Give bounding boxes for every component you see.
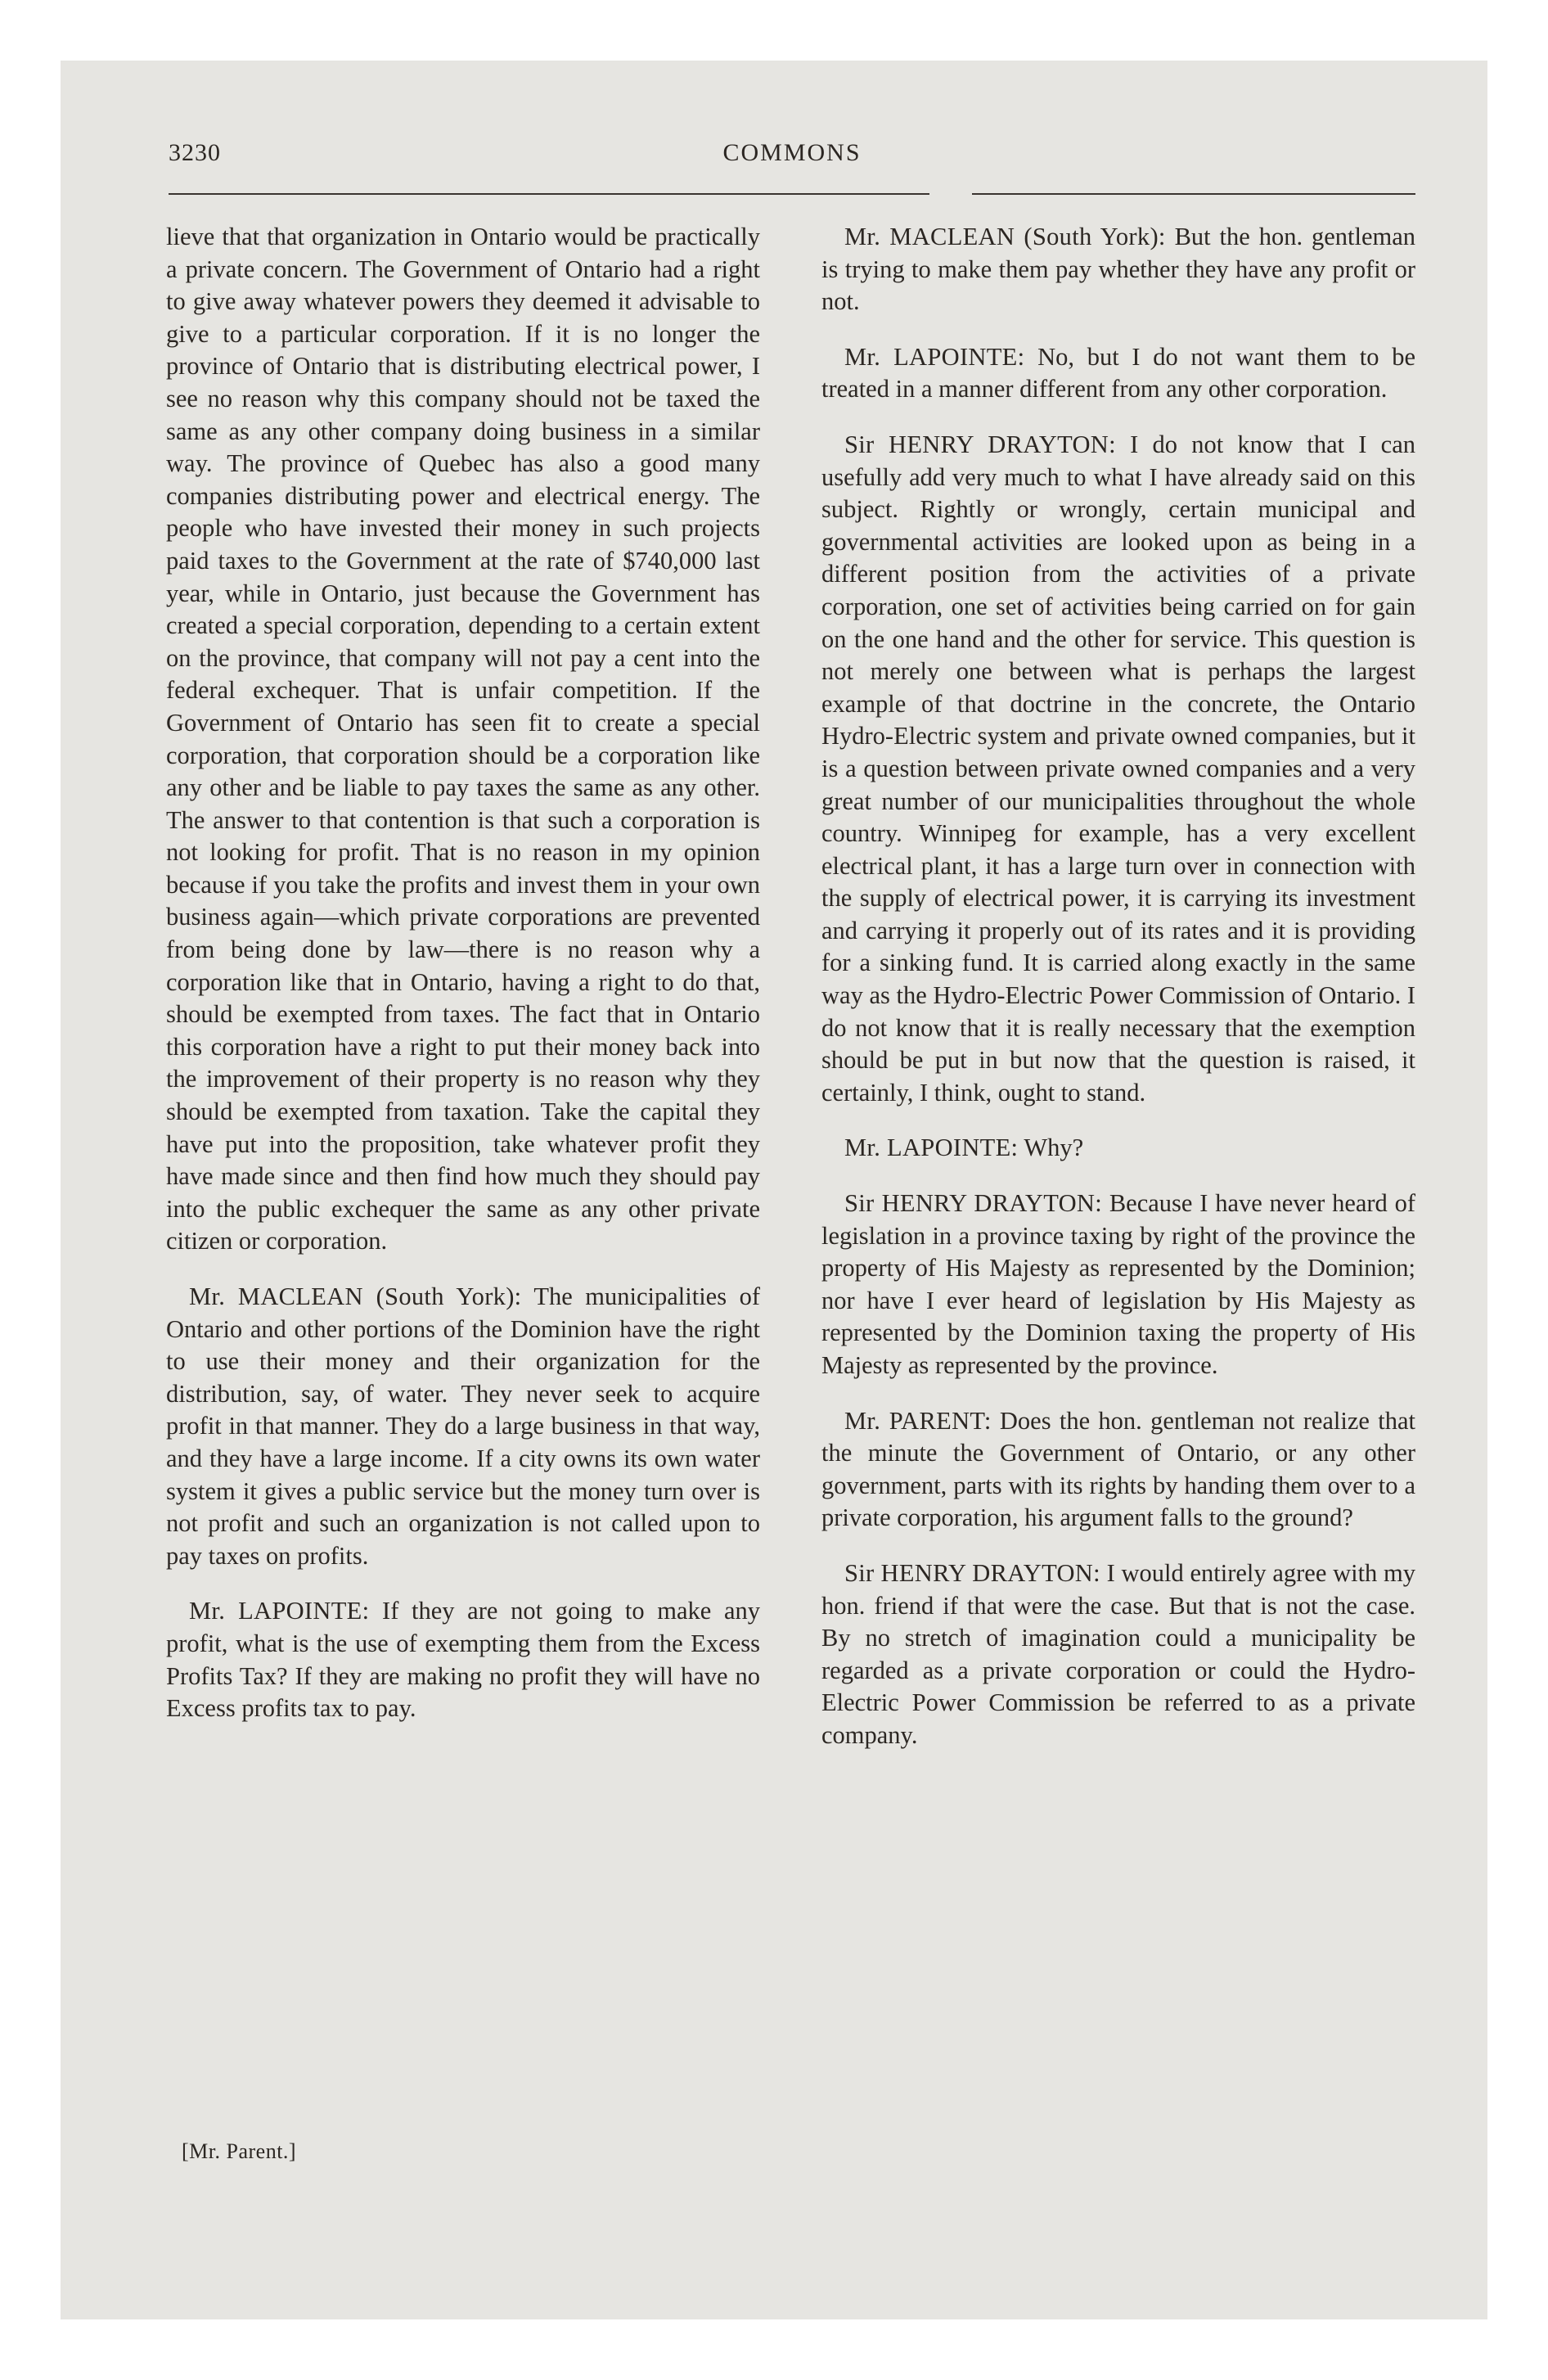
page-number: 3230 — [169, 139, 221, 166]
speech-text: Why? — [1024, 1134, 1084, 1162]
speech-paragraph — [821, 221, 1415, 318]
speaker-name: Mr. PARENT: — [844, 1406, 992, 1435]
footer-speaker-note: [Mr. Parent.] — [182, 2139, 297, 2163]
header-rule-right — [972, 193, 1415, 195]
speech-paragraph — [821, 1405, 1415, 1535]
speech-paragraph — [821, 429, 1415, 1109]
speech-paragraph — [821, 1188, 1415, 1382]
speech-paragraph — [821, 1132, 1415, 1165]
speech-text: Because I have never heard of legislation in a province taxing by right of the province the property of His Majesty as represented by the Dominion; nor have I ever heard of legislation by His Majesty as represented by the Dominion taxing the property of His Majesty as represented by the province. — [821, 1189, 1416, 1379]
speech-text: If they are not going to make any profit, what is the use of exempting them from the Excess Profits Tax? If they are making no profit they will have no Excess profits tax to pay. — [166, 1597, 760, 1723]
speech-text: Does the hon. gentleman not realize that the minute the Government of Ontario, or any other government, parts with its rights by handing them over to a private corporation, his argument falls to the ground? — [821, 1406, 1415, 1532]
speaker-name: Mr. LAPOINTE: — [844, 342, 1025, 371]
speech-paragraph — [821, 1557, 1415, 1752]
speech-text: The municipalities of Ontario and other portions of the Dominion have the right to use their money and their organization for the distribution, say, of water. They never seek to acquire profit in that manner. They do a large business in that way, and they have a large income. If a city owns its own water system it gives a public service but the money turn over is not profit and such an organization is not called upon to pay taxes on profits. — [166, 1282, 760, 1570]
left-column — [166, 221, 760, 1725]
speech-paragraph — [166, 1595, 760, 1724]
speaker-name: Mr. MACLEAN (South York): — [844, 223, 1166, 250]
running-head: COMMONS — [722, 139, 862, 166]
speech-text: I would entirely agree with my hon. friend if that were the case. But that is not the case. By no stretch of imagination could a municipality be regarded as a private corporation or could the Hydro-Electric Power Commission be referred to as a private company. — [821, 1558, 1415, 1749]
speaker-name: Mr. LAPOINTE: — [189, 1597, 370, 1625]
speech-paragraph — [821, 341, 1415, 406]
speech-paragraph — [166, 1281, 760, 1572]
header-rule-left — [169, 193, 929, 195]
speech-text: I do not know that I can usefully add very much to what I have already said on this subject. Rightly or wrongly, certain municipal and governmental activities are looked upon as being in a different position from the activities of a private corporation, one set of activities being carried on for gain on the one hand and the other for service. This question is not merely one between what is perhaps the largest example of that doctrine in the concrete, the Ontario Hydro-Electric system and private owned companies, but it is a question between private owned companies and a very great number of our municipalities throughout the whole country. Winnipeg for example, has a very excellent electrical plant, it has a large turn over in connection with the supply of electrical power, it is carrying its investment and carrying it properly out of its rates and it is providing for a sinking fund. It is carried along exactly in the same way as the Hydro-Electric Power Commission of Ontario. I do not know that it is really necessary that the exemption should be put in but now that the question is raised, it certainly, I think, ought to stand. — [821, 430, 1416, 1107]
paragraph-continuation: lieve that that organization in Ontario would be practically a private concern. The Government of Ontario had a right to give away whatever powers they deemed it advisable to give to a particular corporation. If it is no longer the province of Ontario that is distributing electrical power, I see no reason why this company should not be taxed the same as any other company doing business in a similar way. The province of Quebec has also a good many companies distributing power and electrical energy. The people who have invested their money in such projects paid taxes to the Government at the rate of $740,000 last year, while in Ontario, just because the Government has created a special corporation, depending to a certain extent on the province, that company will not pay a cent into the federal exchequer. That is unfair competition. If the Government of Ontario has seen fit to create a special corporation, that corporation should be a corporation like any other and be liable to pay taxes the same as any other. The answer to that contention is that such a corporation is not looking for profit. That is no reason in my opinion because if you take the profits and invest them in your own business again—which private corporations are prevented from being done by law—there is no reason why a corporation like that in Ontario, having a right to do that, should be exempted from taxes. The fact that in Ontario this corporation have a right to put their money back into the improvement of their property is no reason why they should be exempted from taxation. Take the capital they have put into the proposition, take whatever profit they have made since and then find how much they should pay into the public exchequer the same as any other private citizen or corporation. — [166, 223, 760, 1255]
speaker-name: Sir HENRY DRAYTON: — [844, 1558, 1100, 1587]
speaker-name: Sir HENRY DRAYTON: — [844, 430, 1116, 458]
speaker-name: Sir HENRY DRAYTON: — [844, 1189, 1103, 1218]
speaker-name: Mr. MACLEAN (South York): — [189, 1282, 522, 1310]
speech-text: But the hon. gentleman is trying to make them pay whether they have any profit or not. — [821, 223, 1415, 316]
speech-text: No, but I do not want them to be treated in a manner different from any other corporation. — [821, 342, 1415, 403]
speaker-name: Mr. LAPOINTE: — [844, 1134, 1019, 1162]
page-header — [169, 139, 1415, 175]
right-column — [821, 221, 1415, 1752]
